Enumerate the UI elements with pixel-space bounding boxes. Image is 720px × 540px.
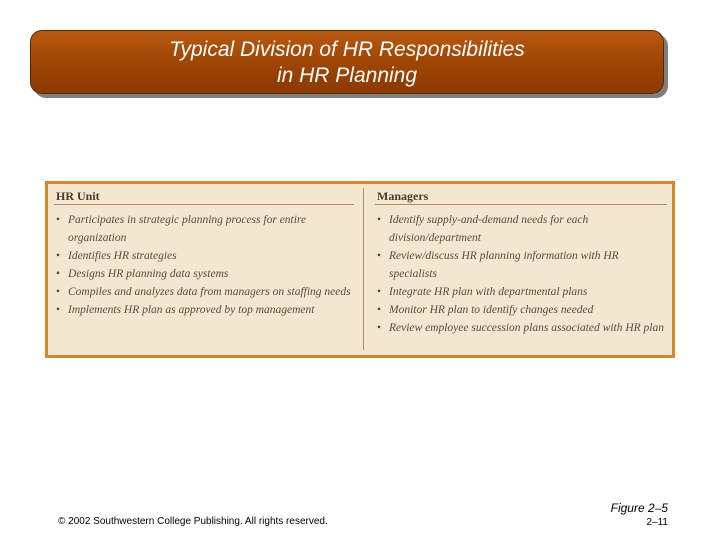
list-item: • Identify supply-and-demand needs for each division/department: [375, 211, 667, 247]
page-number: 2–11: [646, 517, 668, 528]
list-item: • Designs HR planning data systems: [54, 265, 354, 283]
title-line-2: in HR Planning: [276, 64, 418, 87]
list-item: • Participates in strategic planning process for entire organization: [54, 211, 354, 247]
list-item: • Identifies HR strategies: [54, 247, 354, 265]
list-item: • Compiles and analyzes data from managers on staffing needs: [54, 283, 354, 301]
title-line-1: Typical Division of HR Responsibilities: [169, 38, 525, 61]
hr-unit-list: [54, 211, 354, 319]
list-item: • Integrate HR plan with departmental plans: [375, 283, 667, 301]
managers-column: [375, 188, 667, 337]
managers-list: [375, 211, 667, 337]
hr-unit-column: [54, 188, 354, 319]
list-item: • Review employee succession plans associated with HR plan: [375, 319, 667, 337]
column-divider: [363, 188, 364, 350]
copyright-notice: © 2002 Southwestern College Publishing. All rights reserved.: [58, 516, 328, 527]
figure-label: Figure 2–5: [610, 501, 668, 515]
hr-unit-header: HR Unit: [54, 188, 354, 205]
managers-header: Managers: [375, 188, 667, 205]
list-item: • Monitor HR plan to identify changes needed: [375, 301, 667, 319]
title-banner: [30, 30, 664, 94]
list-item: • Review/discuss HR planning information with HR specialists: [375, 247, 667, 283]
list-item: • Implements HR plan as approved by top management: [54, 301, 354, 319]
responsibilities-table: [45, 181, 675, 358]
